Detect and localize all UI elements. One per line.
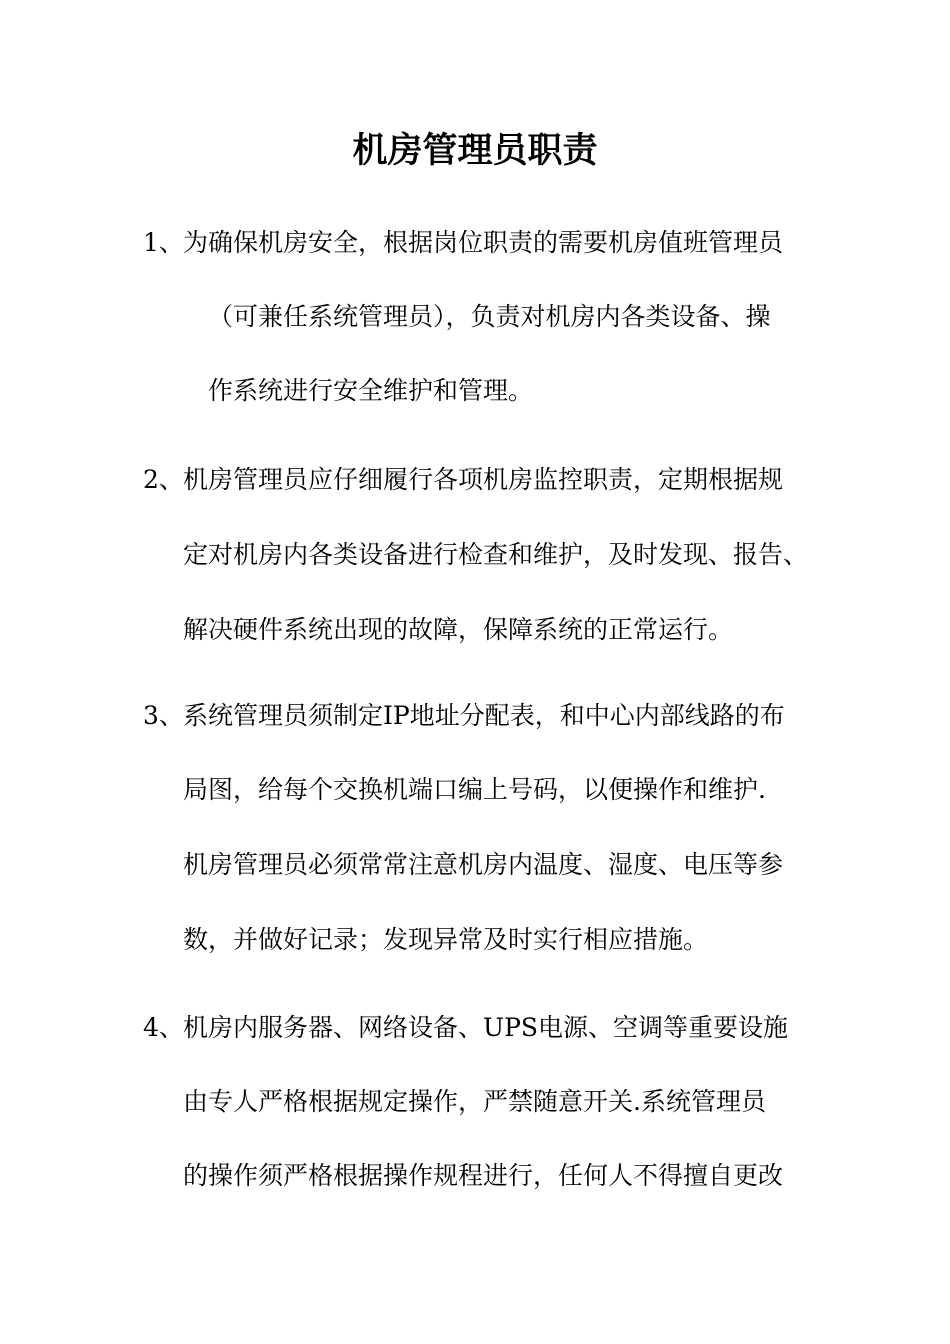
item-4-line-1: 机房内服务器、网络设备、UPS电源、空调等重要设施: [183, 1013, 789, 1042]
item-2-line-1: 机房管理员应仔细履行各项机房监控职责，定期根据规: [183, 465, 784, 494]
item-1-line-1: 为确保机房安全，根据岗位职责的需要机房值班管理员: [183, 228, 784, 257]
item-4-number: 4、: [143, 1013, 184, 1042]
item-1-line-2: （可兼任系统管理员），负责对机房内各类设备、操: [208, 302, 771, 331]
item-3-line-2: 局图，给每个交换机端口编上号码，以便操作和维护.: [183, 775, 766, 804]
item-3-number: 3、: [143, 701, 184, 730]
item-4-line-3: 的操作须严格根据操作规程进行，任何人不得擅自更改: [183, 1161, 784, 1190]
page-title: 机房管理员职责: [352, 131, 598, 171]
item-1-number: 1、: [143, 228, 184, 257]
item-3-line-3: 机房管理员必须常常注意机房内温度、湿度、电压等参: [183, 850, 784, 879]
item-4-line-2: 由专人严格根据规定操作，严禁随意开关.系统管理员: [183, 1087, 766, 1116]
item-2-line-3: 解决硬件系统出现的故障，保障系统的正常运行。: [183, 615, 734, 644]
item-1-line-3: 作系统进行安全维护和管理。: [208, 376, 534, 405]
item-3-line-4: 数，并做好记录；发现异常及时实行相应措施。: [183, 925, 709, 954]
item-3-line-1: 系统管理员须制定IP地址分配表，和中心内部线路的布: [183, 701, 785, 730]
item-2-line-2: 定对机房内各类设备进行检查和维护，及时发现、报告、: [183, 540, 809, 569]
item-2-number: 2、: [143, 465, 184, 494]
